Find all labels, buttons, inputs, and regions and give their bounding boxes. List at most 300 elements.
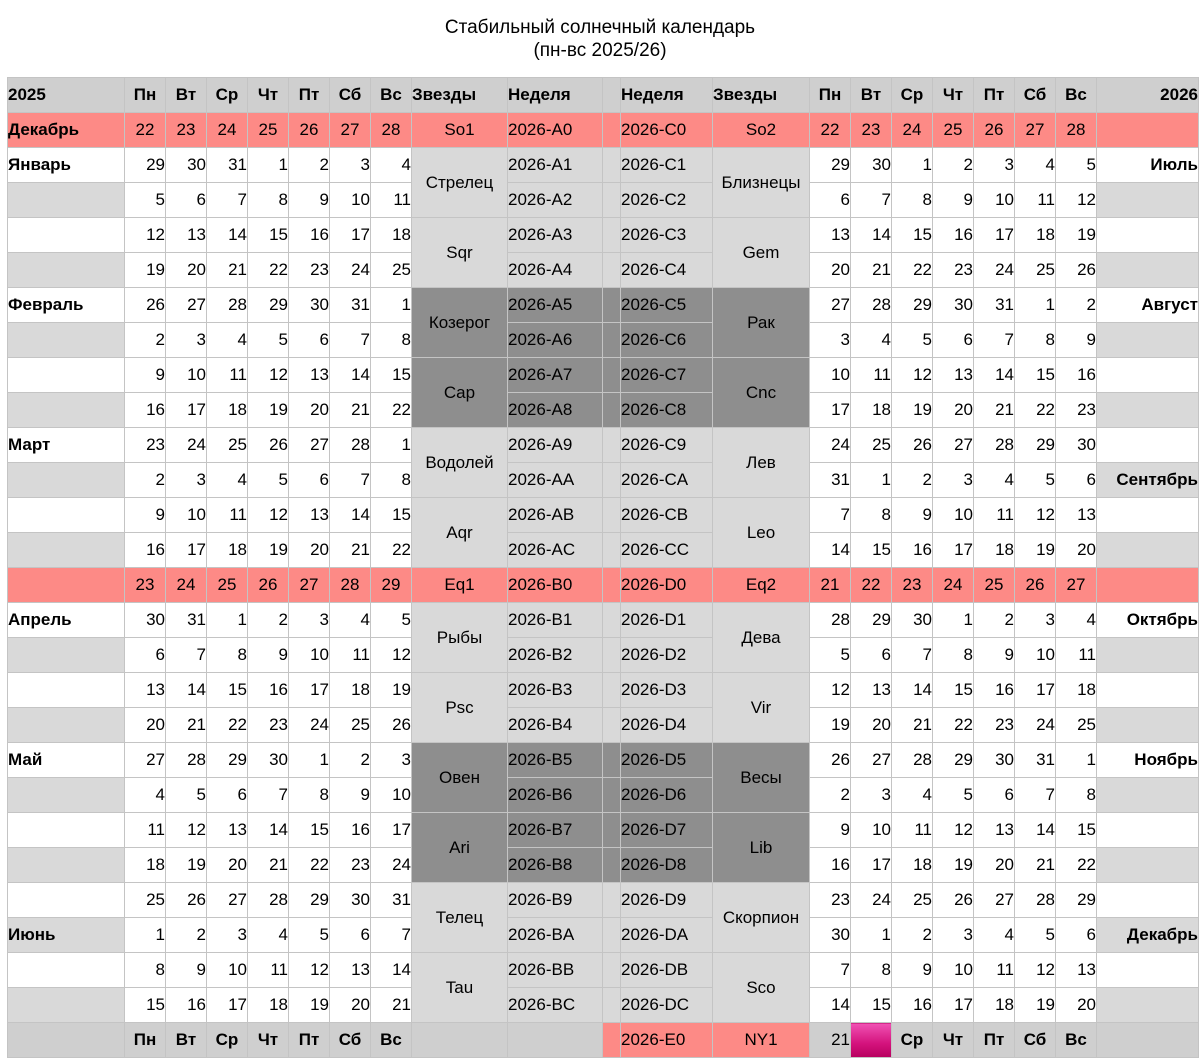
month-label-right: [1097, 533, 1199, 568]
month-label-left: [8, 218, 125, 253]
week-cell-right: 2026-D4: [621, 708, 713, 743]
day-cell: 18: [125, 848, 166, 883]
month-label-right: Сентябрь: [1097, 463, 1199, 498]
day-cell: 19: [1015, 533, 1056, 568]
week-cell-right: 2026-DB: [621, 953, 713, 988]
equinox-row: [8, 568, 1199, 603]
day-cell: 28: [851, 288, 892, 323]
month-label-left: [8, 463, 125, 498]
day-cell: 27: [207, 883, 248, 918]
month-label-right: [1097, 358, 1199, 393]
day-cell: 4: [248, 918, 289, 953]
day-cell: 18: [892, 848, 933, 883]
day-cell: 3: [289, 603, 330, 638]
day-cell: 18: [1056, 673, 1097, 708]
day-cell: 27: [851, 743, 892, 778]
day-cell: 13: [289, 358, 330, 393]
day-cell: 9: [933, 183, 974, 218]
zodiac-abbr-left: Psc: [412, 673, 508, 743]
week-row: [8, 358, 1199, 393]
day-cell: 12: [1015, 953, 1056, 988]
week-row: [8, 708, 1199, 743]
day-cell: 10: [289, 638, 330, 673]
day-header-left: Вт: [166, 78, 207, 113]
day-cell: 24: [974, 253, 1015, 288]
day-cell: 30: [851, 148, 892, 183]
day-cell: 26: [1015, 568, 1056, 603]
day-cell: 25: [330, 708, 371, 743]
week-cell-right: 2026-D5: [621, 743, 713, 778]
day-cell: 1: [851, 918, 892, 953]
separator-cell: [603, 848, 621, 883]
day-cell: 24: [371, 848, 412, 883]
sign-cell-right: Eq2: [713, 568, 810, 603]
day-cell: 4: [1015, 148, 1056, 183]
day-cell: 16: [125, 393, 166, 428]
day-cell: 23: [810, 883, 851, 918]
day-cell: 6: [125, 638, 166, 673]
day-cell: 2: [810, 778, 851, 813]
week-cell-right: 2026-E0: [621, 1023, 713, 1058]
month-label-left: Декабрь: [8, 113, 125, 148]
day-cell: 9: [289, 183, 330, 218]
week-cell-right: 2026-D7: [621, 813, 713, 848]
day-cell: 15: [933, 673, 974, 708]
day-cell: 11: [892, 813, 933, 848]
day-cell: 5: [1015, 918, 1056, 953]
day-cell: 26: [933, 883, 974, 918]
week-cell-left: 2026-B7: [508, 813, 603, 848]
week-cell-right: 2026-D3: [621, 673, 713, 708]
day-cell: 1: [851, 463, 892, 498]
year-left-header: 2025: [8, 78, 125, 113]
day-cell: 11: [248, 953, 289, 988]
day-cell: 8: [1056, 778, 1097, 813]
day-cell: 30: [1056, 428, 1097, 463]
day-cell: 30: [289, 288, 330, 323]
month-label-left: Январь: [8, 148, 125, 183]
month-label-left: Май: [8, 743, 125, 778]
day-cell: 9: [892, 498, 933, 533]
month-label-left: [8, 253, 125, 288]
day-cell: 7: [371, 918, 412, 953]
day-cell: 12: [248, 498, 289, 533]
day-cell: 2: [248, 603, 289, 638]
day-cell: 3: [933, 463, 974, 498]
week-header-right: Неделя: [621, 78, 713, 113]
day-cell: 23: [892, 568, 933, 603]
day-footer-left: Ср: [207, 1023, 248, 1058]
day-cell: 30: [330, 883, 371, 918]
zodiac-abbr-left: Aqr: [412, 498, 508, 568]
day-cell: 3: [166, 323, 207, 358]
zodiac-abbr-right: Gem: [713, 218, 810, 288]
day-cell: 25: [933, 113, 974, 148]
day-cell: 10: [851, 813, 892, 848]
month-label-right: [1097, 253, 1199, 288]
day-cell: 26: [892, 428, 933, 463]
day-cell: 7: [330, 323, 371, 358]
month-label-left: Март: [8, 428, 125, 463]
day-cell: 2: [330, 743, 371, 778]
day-cell: 18: [974, 988, 1015, 1023]
day-cell: 19: [166, 848, 207, 883]
sign-cell-right: So2: [713, 113, 810, 148]
day-cell: 20: [125, 708, 166, 743]
day-cell: 10: [933, 498, 974, 533]
separator-cell: [603, 393, 621, 428]
day-cell: 3: [166, 463, 207, 498]
day-cell: 31: [810, 463, 851, 498]
day-cell: 20: [289, 393, 330, 428]
footer-empty: [412, 1023, 508, 1058]
week-cell-right: 2026-C0: [621, 113, 713, 148]
day-header-right: Пт: [974, 78, 1015, 113]
day-cell: 31: [371, 883, 412, 918]
day-cell: 30: [810, 918, 851, 953]
day-header-right: Пн: [810, 78, 851, 113]
separator-cell: [603, 778, 621, 813]
week-cell-right: 2026-C2: [621, 183, 713, 218]
day-cell: 6: [851, 638, 892, 673]
week-row: [8, 428, 1199, 463]
day-cell: 29: [248, 288, 289, 323]
day-cell: 16: [248, 673, 289, 708]
day-cell: 6: [810, 183, 851, 218]
day-cell: 30: [248, 743, 289, 778]
day-cell: 5: [1056, 148, 1097, 183]
month-label-left: [8, 638, 125, 673]
week-cell-left: 2026-A9: [508, 428, 603, 463]
day-cell: 23: [166, 113, 207, 148]
day-cell: 14: [1015, 813, 1056, 848]
day-cell: 5: [933, 778, 974, 813]
month-label-right: [1097, 568, 1199, 603]
day-cell: 10: [330, 183, 371, 218]
month-label-right: [1097, 323, 1199, 358]
day-cell: 20: [207, 848, 248, 883]
separator-cell: [603, 148, 621, 183]
week-cell-left: 2026-BA: [508, 918, 603, 953]
day-footer-left: Сб: [330, 1023, 371, 1058]
day-cell: 27: [810, 288, 851, 323]
week-cell-right: 2026-C8: [621, 393, 713, 428]
month-label-right: [1097, 953, 1199, 988]
day-cell: 22: [207, 708, 248, 743]
month-label-right: Октябрь: [1097, 603, 1199, 638]
day-cell: 24: [289, 708, 330, 743]
day-cell: 12: [1056, 183, 1097, 218]
day-cell: 16: [892, 988, 933, 1023]
day-cell: 9: [125, 358, 166, 393]
day-cell: 15: [851, 533, 892, 568]
month-label-left: [8, 498, 125, 533]
day-cell: 10: [371, 778, 412, 813]
day-cell: 9: [330, 778, 371, 813]
day-cell: 22: [371, 533, 412, 568]
week-cell-right: 2026-C6: [621, 323, 713, 358]
day-cell: 7: [1015, 778, 1056, 813]
day-cell: 22: [371, 393, 412, 428]
day-cell: 13: [1056, 498, 1097, 533]
day-cell: 13: [207, 813, 248, 848]
day-cell: 24: [166, 428, 207, 463]
month-label-left: [8, 533, 125, 568]
day-cell: 15: [1056, 813, 1097, 848]
separator-cell: [603, 813, 621, 848]
week-cell-left: 2026-A3: [508, 218, 603, 253]
day-cell: 7: [207, 183, 248, 218]
day-cell: 29: [933, 743, 974, 778]
day-cell: 26: [125, 288, 166, 323]
day-cell: 26: [248, 428, 289, 463]
day-cell: 17: [166, 393, 207, 428]
day-cell: 4: [892, 778, 933, 813]
day-cell: 1: [371, 288, 412, 323]
day-cell: 17: [1015, 673, 1056, 708]
day-cell: 30: [892, 603, 933, 638]
day-cell: 25: [207, 428, 248, 463]
month-label-left: [8, 883, 125, 918]
week-cell-right: 2026-D6: [621, 778, 713, 813]
month-label-right: Август: [1097, 288, 1199, 323]
day-cell: 14: [166, 673, 207, 708]
day-cell: 23: [1056, 393, 1097, 428]
day-cell: 1: [892, 148, 933, 183]
day-cell: 9: [1056, 323, 1097, 358]
day-cell: 7: [166, 638, 207, 673]
day-cell: 1: [125, 918, 166, 953]
month-label-left: Февраль: [8, 288, 125, 323]
day-cell: 14: [330, 498, 371, 533]
day-cell: 21: [207, 253, 248, 288]
year-right-header: 2026: [1097, 78, 1199, 113]
month-label-left: [8, 323, 125, 358]
day-cell: 17: [330, 218, 371, 253]
week-row: [8, 988, 1199, 1023]
day-cell: 24: [330, 253, 371, 288]
day-cell: 2: [974, 603, 1015, 638]
month-label-left: Июнь: [8, 918, 125, 953]
zodiac-sign-right: Близнецы: [713, 148, 810, 218]
week-cell-right: 2026-C5: [621, 288, 713, 323]
week-row: [8, 743, 1199, 778]
month-label-right: [1097, 183, 1199, 218]
day-cell: 16: [933, 218, 974, 253]
day-cell: 7: [810, 498, 851, 533]
day-header-right: Чт: [933, 78, 974, 113]
day-cell: 7: [248, 778, 289, 813]
day-cell: 29: [1015, 428, 1056, 463]
day-cell: 1: [248, 148, 289, 183]
day-cell: 8: [371, 463, 412, 498]
zodiac-sign-left: Козерог: [412, 288, 508, 358]
day-cell: 3: [207, 918, 248, 953]
week-cell-left: 2026-AA: [508, 463, 603, 498]
day-cell: 6: [1056, 463, 1097, 498]
day-cell: 18: [207, 533, 248, 568]
day-cell: 15: [125, 988, 166, 1023]
day-cell: 10: [207, 953, 248, 988]
day-cell: 28: [1015, 883, 1056, 918]
week-cell-right: 2026-CC: [621, 533, 713, 568]
footer-row: [8, 1023, 1199, 1058]
separator-cell: [603, 1023, 621, 1058]
month-label-right: [1097, 393, 1199, 428]
month-label-left: [8, 568, 125, 603]
separator-cell: [603, 253, 621, 288]
week-row: [8, 603, 1199, 638]
week-cell-left: 2026-AC: [508, 533, 603, 568]
day-cell: 11: [1056, 638, 1097, 673]
day-cell: 5: [248, 323, 289, 358]
month-label-right: [1097, 218, 1199, 253]
zodiac-sign-left: Водолей: [412, 428, 508, 498]
week-cell-left: 2026-A2: [508, 183, 603, 218]
month-label-right: [1097, 988, 1199, 1023]
day-cell: 21: [892, 708, 933, 743]
month-label-right: [1097, 638, 1199, 673]
day-cell: 26: [289, 113, 330, 148]
day-cell: 8: [851, 953, 892, 988]
day-cell: 2: [1056, 288, 1097, 323]
day-cell: 20: [330, 988, 371, 1023]
zodiac-abbr-right: Leo: [713, 498, 810, 568]
day-cell: 11: [371, 183, 412, 218]
day-cell: 27: [1056, 568, 1097, 603]
day-cell: 25: [248, 113, 289, 148]
day-cell: 30: [974, 743, 1015, 778]
week-row: [8, 498, 1199, 533]
separator-cell: [603, 498, 621, 533]
day-cell: 9: [248, 638, 289, 673]
day-cell: 28: [810, 603, 851, 638]
week-header-left: Неделя: [508, 78, 603, 113]
day-cell: 14: [810, 988, 851, 1023]
separator-cell: [603, 218, 621, 253]
week-cell-left: 2026-A0: [508, 113, 603, 148]
day-cell: 22: [892, 253, 933, 288]
day-cell: 28: [166, 743, 207, 778]
day-cell: 12: [125, 218, 166, 253]
day-header-left: Сб: [330, 78, 371, 113]
month-label-right: [1097, 428, 1199, 463]
day-cell: 9: [166, 953, 207, 988]
week-row: [8, 218, 1199, 253]
day-cell: 19: [1056, 218, 1097, 253]
week-cell-right: 2026-D9: [621, 883, 713, 918]
day-cell: 21: [1015, 848, 1056, 883]
month-label-right: [1097, 848, 1199, 883]
zodiac-abbr-left: Tau: [412, 953, 508, 1023]
day-cell: 22: [1015, 393, 1056, 428]
month-label-right: [1097, 778, 1199, 813]
week-cell-right: 2026-C4: [621, 253, 713, 288]
day-cell: 15: [892, 218, 933, 253]
separator-cell: [603, 988, 621, 1023]
day-footer-right: Пт: [974, 1023, 1015, 1058]
day-cell: 21: [166, 708, 207, 743]
day-cell: 18: [371, 218, 412, 253]
month-label-left: [8, 673, 125, 708]
day-cell: 17: [371, 813, 412, 848]
day-cell: 20: [166, 253, 207, 288]
day-cell: 2: [892, 463, 933, 498]
separator-cell: [603, 533, 621, 568]
week-cell-left: 2026-B6: [508, 778, 603, 813]
day-header-right: Сб: [1015, 78, 1056, 113]
separator-cell: [603, 918, 621, 953]
day-cell: 2: [166, 918, 207, 953]
day-cell: 13: [289, 498, 330, 533]
day-footer-left: Чт: [248, 1023, 289, 1058]
week-cell-right: 2026-C3: [621, 218, 713, 253]
day-cell: 13: [810, 218, 851, 253]
week-row: [8, 918, 1199, 953]
day-cell: 14: [974, 358, 1015, 393]
day-cell: 4: [974, 463, 1015, 498]
day-cell: 16: [125, 533, 166, 568]
day-cell: 21: [810, 1023, 851, 1058]
day-footer-right: Чт: [933, 1023, 974, 1058]
month-label-right: [1097, 498, 1199, 533]
stars-header-right: Звезды: [713, 78, 810, 113]
day-cell: 30: [125, 603, 166, 638]
day-cell: 22: [851, 568, 892, 603]
day-cell: 16: [330, 813, 371, 848]
day-cell: 1: [1015, 288, 1056, 323]
day-cell: 19: [1015, 988, 1056, 1023]
day-cell: 17: [810, 393, 851, 428]
day-cell: 18: [1015, 218, 1056, 253]
day-cell: 10: [166, 358, 207, 393]
separator-cell: [603, 183, 621, 218]
day-cell: 13: [166, 218, 207, 253]
day-cell: 24: [892, 113, 933, 148]
week-row: [8, 883, 1199, 918]
day-cell: 1: [371, 428, 412, 463]
day-cell: 14: [810, 533, 851, 568]
day-cell: 7: [974, 323, 1015, 358]
magenta-swatch: [851, 1023, 892, 1058]
week-cell-left: 2026-BC: [508, 988, 603, 1023]
day-cell: 7: [851, 183, 892, 218]
separator-cell: [603, 358, 621, 393]
day-cell: 19: [248, 533, 289, 568]
day-cell: 4: [125, 778, 166, 813]
title-line-2: (пн-вс 2025/26): [533, 40, 667, 61]
day-cell: 21: [371, 988, 412, 1023]
day-cell: 21: [974, 393, 1015, 428]
day-cell: 3: [1015, 603, 1056, 638]
day-cell: 4: [974, 918, 1015, 953]
week-cell-right: 2026-C1: [621, 148, 713, 183]
week-cell-left: 2026-B2: [508, 638, 603, 673]
zodiac-abbr-right: Sco: [713, 953, 810, 1023]
day-cell: 23: [851, 113, 892, 148]
stars-header-left: Звезды: [412, 78, 508, 113]
day-cell: 25: [892, 883, 933, 918]
day-cell: 11: [974, 953, 1015, 988]
day-header-right: Вт: [851, 78, 892, 113]
day-cell: 5: [810, 638, 851, 673]
day-cell: 5: [248, 463, 289, 498]
day-cell: 16: [1056, 358, 1097, 393]
week-cell-left: 2026-A6: [508, 323, 603, 358]
month-label-left: [8, 358, 125, 393]
day-cell: 18: [248, 988, 289, 1023]
separator-cell: [603, 603, 621, 638]
